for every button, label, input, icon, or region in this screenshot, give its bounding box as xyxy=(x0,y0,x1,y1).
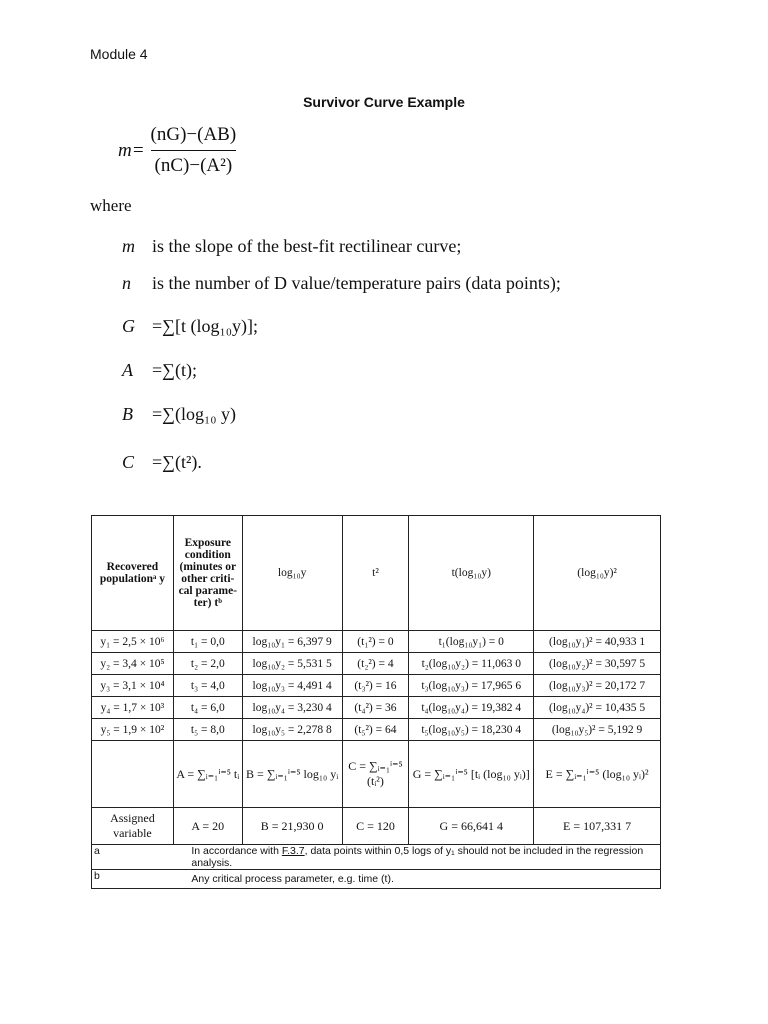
table-cell: y₅ = 1,9 × 10² xyxy=(92,719,174,741)
column-header: (log₁₀y)² xyxy=(534,516,661,631)
summation-formula: A = ∑ᵢ₌₁ⁱ⁼⁵ tᵢ xyxy=(173,741,242,808)
definition-item xyxy=(122,273,561,294)
table-row xyxy=(92,719,661,741)
where-label: where xyxy=(90,196,132,215)
table-cell: y₃ = 3,1 × 10⁴ xyxy=(92,675,174,697)
table-cell: log₁₀y₂ = 5,531 5 xyxy=(242,653,342,675)
page-title: Survivor Curve Example xyxy=(303,94,465,110)
table-cell: t₃(log₁₀y₃) = 17,965 6 xyxy=(409,675,534,697)
column-header: Recovered populationᵃ y xyxy=(92,516,174,631)
column-header: Exposure condition (minutes or other criti-cal parame-ter) tᵇ xyxy=(173,516,242,631)
table-cell: t₂(log₁₀y₂) = 11,063 0 xyxy=(409,653,534,675)
table-cell: (log₁₀y₁)² = 40,933 1 xyxy=(534,631,661,653)
table-cell: t₂ = 2,0 xyxy=(173,653,242,675)
table-cell: t₃ = 4,0 xyxy=(173,675,242,697)
formula-fraction xyxy=(147,124,241,177)
footnote-text xyxy=(173,845,660,870)
table-cell: Assigned variable xyxy=(92,808,174,845)
table-cell xyxy=(92,741,174,808)
table-cell: y₁ = 2,5 × 10⁶ xyxy=(92,631,174,653)
table-header-row xyxy=(92,516,661,631)
footnote-row xyxy=(92,845,661,870)
definition-item xyxy=(122,452,202,473)
table-cell: (log₁₀y₂)² = 30,597 5 xyxy=(534,653,661,675)
footnote-text: Any critical process parameter, e.g. time (t). xyxy=(173,870,660,889)
definition-text: =∑(t²). xyxy=(152,452,202,472)
definition-item xyxy=(122,316,258,337)
footnote-reference-link[interactable]: F.3.7 xyxy=(281,845,305,857)
footnote-prefix: In accordance with xyxy=(191,845,282,857)
table-cell: A = 20 xyxy=(173,808,242,845)
module-label: Module 4 xyxy=(90,46,148,62)
summation-formula: B = ∑ᵢ₌₁ⁱ⁼⁵ log₁₀ yᵢ xyxy=(242,741,342,808)
formula-lhs: m= xyxy=(118,139,145,161)
table-cell: log₁₀y₁ = 6,397 9 xyxy=(242,631,342,653)
definition-text: is the slope of the best-fit rectilinear curve; xyxy=(152,236,462,256)
table-cell: (t₁²) = 0 xyxy=(342,631,409,653)
definition-symbol: C xyxy=(122,452,135,472)
table-cell: t₁(log₁₀y₁) = 0 xyxy=(409,631,534,653)
summation-formula: C = ∑ᵢ₌₁ⁱ⁼⁵ (tᵢ²) xyxy=(342,741,409,808)
definition-symbol: G xyxy=(122,316,135,336)
table-row xyxy=(92,697,661,719)
formula-denominator: (nC)−(A²) xyxy=(151,150,237,177)
column-header: log₁₀y xyxy=(242,516,342,631)
table-cell: (log₁₀y₅)² = 5,192 9 xyxy=(534,719,661,741)
table-cell: B = 21,930 0 xyxy=(242,808,342,845)
table-cell: (t₄²) = 36 xyxy=(342,697,409,719)
table-row xyxy=(92,631,661,653)
footnote-suffix: , data points within 0,5 logs of y₁ should not be included in the regression analysis. xyxy=(191,845,644,869)
table-cell: t₁ = 0,0 xyxy=(173,631,242,653)
definition-text: =∑(t); xyxy=(152,360,197,380)
table-cell: C = 120 xyxy=(342,808,409,845)
table-cell: y₂ = 3,4 × 10⁵ xyxy=(92,653,174,675)
definition-text: is the number of D value/temperature pairs (data points); xyxy=(152,273,561,293)
survivor-data-table xyxy=(91,515,661,889)
column-header: t(log₁₀y) xyxy=(409,516,534,631)
definition-text: =∑[t (log₁₀y)]; xyxy=(152,316,259,336)
assigned-variable-row xyxy=(92,808,661,845)
table-row xyxy=(92,653,661,675)
footnote-row xyxy=(92,870,661,889)
definition-item xyxy=(122,360,197,381)
table-row xyxy=(92,675,661,697)
summation-formula: E = ∑ᵢ₌₁ⁱ⁼⁵ (log₁₀ yᵢ)² xyxy=(534,741,661,808)
footnote-marker: b xyxy=(92,870,174,889)
table-cell: t₅(log₁₀y₅) = 18,230 4 xyxy=(409,719,534,741)
definition-text: =∑(log₁₀ y) xyxy=(152,404,237,424)
table-cell: log₁₀y₃ = 4,491 4 xyxy=(242,675,342,697)
summation-row xyxy=(92,741,661,808)
table-cell: (t₅²) = 64 xyxy=(342,719,409,741)
footnote-marker: a xyxy=(92,845,174,870)
table-cell: t₅ = 8,0 xyxy=(173,719,242,741)
definition-symbol: m xyxy=(122,236,135,256)
definition-item xyxy=(122,404,236,425)
column-header: t² xyxy=(342,516,409,631)
table-cell: log₁₀y₅ = 2,278 8 xyxy=(242,719,342,741)
definition-item xyxy=(122,236,461,257)
table-cell: y₄ = 1,7 × 10³ xyxy=(92,697,174,719)
table-cell: t₄ = 6,0 xyxy=(173,697,242,719)
table-cell: log₁₀y₄ = 3,230 4 xyxy=(242,697,342,719)
summation-formula: G = ∑ᵢ₌₁ⁱ⁼⁵ [tᵢ (log₁₀ yᵢ)] xyxy=(409,741,534,808)
table-cell: t₄(log₁₀y₄) = 19,382 4 xyxy=(409,697,534,719)
table-cell: E = 107,331 7 xyxy=(534,808,661,845)
formula-numerator: (nG)−(AB) xyxy=(150,124,237,145)
table-cell: (log₁₀y₃)² = 20,172 7 xyxy=(534,675,661,697)
table-cell: G = 66,641 4 xyxy=(409,808,534,845)
definition-symbol: n xyxy=(122,273,131,293)
definition-symbol: A xyxy=(122,360,133,380)
table-cell: (t₃²) = 16 xyxy=(342,675,409,697)
table-cell: (log₁₀y₄)² = 10,435 5 xyxy=(534,697,661,719)
table-cell: (t₂²) = 4 xyxy=(342,653,409,675)
slope-formula xyxy=(118,124,240,177)
definition-symbol: B xyxy=(122,404,133,424)
